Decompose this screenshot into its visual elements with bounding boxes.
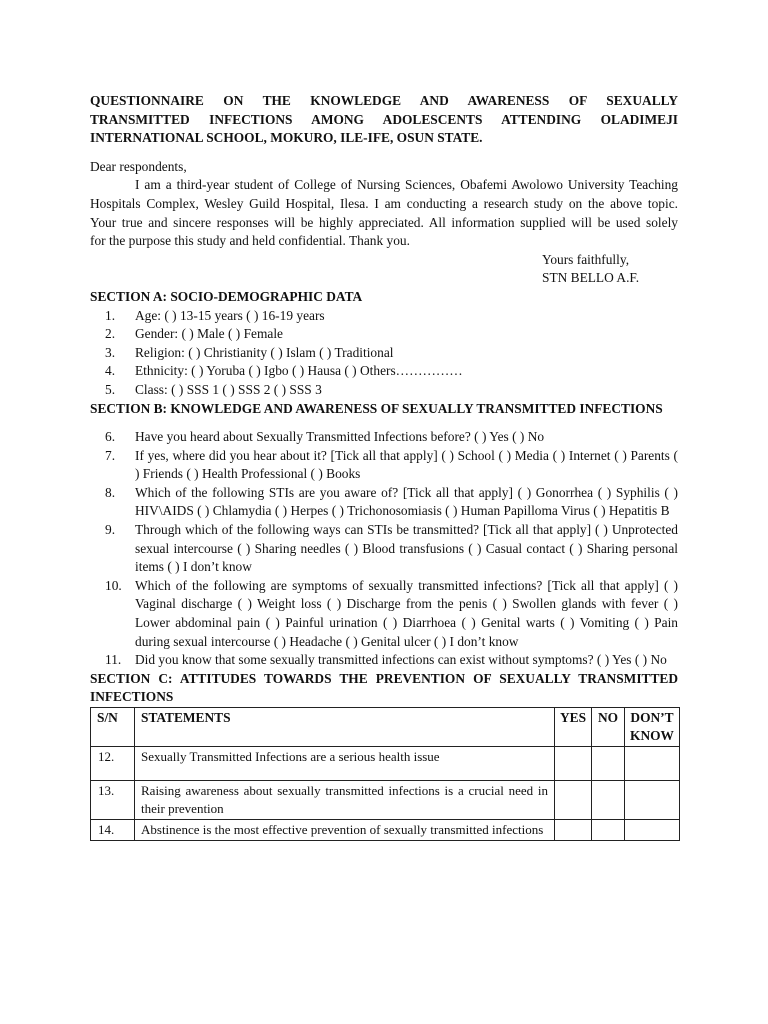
section-b-list [90, 428, 678, 670]
document-title [90, 92, 678, 148]
row-statement: Raising awareness about sexually transmitted infections is a crucial need in their prevention [135, 781, 555, 820]
table-row [91, 747, 680, 781]
list-item: 1. Age: ( ) 13-15 years ( ) 16-19 years [105, 307, 325, 323]
header-dont-know: DON’T KNOW [625, 708, 680, 747]
list-item: 11. Did you know that some sexually transmitted infections can exist without symptoms? ( ) Yes ( ) No [105, 652, 667, 668]
list-item: 9. Through which of the following ways can STIs be transmitted? [Tick all that apply] ( ) Unprotected sexual intercourse ( ) Sharing needles ( ) Blood transfusions ( ) Casual contact ( ) Sharing personal items ( ) I don’t know [105, 522, 678, 575]
row-sn: 12. [91, 747, 135, 781]
yes-answer-cell[interactable] [555, 781, 592, 820]
closing: Yours faithfully, [542, 251, 630, 267]
section-a-heading: SECTION A: SOCIO-DEMOGRAPHIC DATA [90, 288, 363, 304]
dont-know-answer-cell[interactable] [625, 747, 680, 781]
no-answer-cell[interactable] [592, 781, 625, 820]
intro-line-1: I am a third-year student of College of Nursing Sciences, Obafemi Awolowo University Teaching [135, 177, 678, 193]
dont-know-answer-cell[interactable] [625, 781, 680, 820]
intro-line-3: Your true and sincere responses will be highly appreciated. All information supplied will be used solely [90, 214, 678, 230]
section-a-list [90, 307, 678, 400]
header-sn: S/N [91, 708, 135, 747]
attitudes-table [90, 707, 680, 841]
yes-answer-cell[interactable] [555, 747, 592, 781]
header-statements: STATEMENTS [135, 708, 555, 747]
list-item: 5. Class: ( ) SSS 1 ( ) SSS 2 ( ) SSS 3 [105, 381, 322, 397]
no-answer-cell[interactable] [592, 747, 625, 781]
salutation: Dear respondents, [90, 158, 187, 174]
section-b-heading: SECTION B: KNOWLEDGE AND AWARENESS OF SEXUALLY TRANSMITTED INFECTIONS [90, 400, 663, 416]
table-header-row [91, 708, 680, 747]
row-statement: Abstinence is the most effective prevention of sexually transmitted infections [135, 820, 555, 841]
header-no: NO [592, 708, 625, 747]
table-row [91, 781, 680, 820]
yes-answer-cell[interactable] [555, 820, 592, 841]
row-sn: 14. [91, 820, 135, 841]
section-c-heading: SECTION C: ATTITUDES TOWARDS THE PREVENTION OF SEXUALLY TRANSMITTED INFECTIONS [90, 670, 678, 705]
dont-know-answer-cell[interactable] [625, 820, 680, 841]
list-item: 2. Gender: ( ) Male ( ) Female [105, 326, 283, 342]
row-statement: Sexually Transmitted Infections are a serious health issue [135, 747, 555, 781]
list-item: 6. Have you heard about Sexually Transmitted Infections before? ( ) Yes ( ) No [105, 429, 545, 445]
intro-paragraph [90, 176, 678, 250]
header-yes: YES [555, 708, 592, 747]
list-item: 10. Which of the following are symptoms of sexually transmitted infections? [Tick all that apply] ( ) Vaginal discharge ( ) Weight loss ( ) Discharge from the penis ( ) Swollen glands with fever ( ) Lower abdominal pain ( ) Painful urination ( ) Diarrhoea ( ) Genital warts ( ) Vomiting ( ) Pain during sexual intercourse ( ) Headache ( ) Genital ulcer ( ) I don’t know [105, 577, 678, 649]
intro-line-2: Hospitals Complex, Wesley Guild Hospital, Ilesa. I am conducting a research study on the above topic. [90, 195, 678, 211]
intro-line-4: for the purpose this study and held confidential. Thank you. [90, 233, 410, 249]
list-item: 7. If yes, where did you hear about it? [Tick all that apply] ( ) School ( ) Media ( ) Internet ( ) Parents ( ) Friends ( ) Health Professional ( ) Books [105, 447, 678, 482]
list-item: 4. Ethnicity: ( ) Yoruba ( ) Igbo ( ) Hausa ( ) Others…………… [105, 363, 463, 379]
title-line-1: QUESTIONNAIRE ON THE KNOWLEDGE AND AWARENESS OF SEXUALLY [90, 93, 678, 108]
row-sn: 13. [91, 781, 135, 820]
title-line-2: TRANSMITTED INFECTIONS AMONG ADOLESCENTS ATTENDING OLADIMEJI [90, 111, 678, 127]
list-item: 8. Which of the following STIs are you aware of? [Tick all that apply] ( ) Gonorrhea ( ) Syphilis ( ) HIV\AIDS ( ) Chlamydia ( ) Herpes ( ) Trichonosomiasis ( ) Human Papilloma Virus ( ) Hepatitis B [105, 484, 678, 519]
signature: STN BELLO A.F. [542, 270, 640, 286]
list-item: 3. Religion: ( ) Christianity ( ) Islam ( ) Traditional [105, 344, 394, 360]
title-line-3: INTERNATIONAL SCHOOL, MOKURO, ILE-IFE, OSUN STATE. [90, 130, 483, 146]
no-answer-cell[interactable] [592, 820, 625, 841]
table-row [91, 820, 680, 841]
